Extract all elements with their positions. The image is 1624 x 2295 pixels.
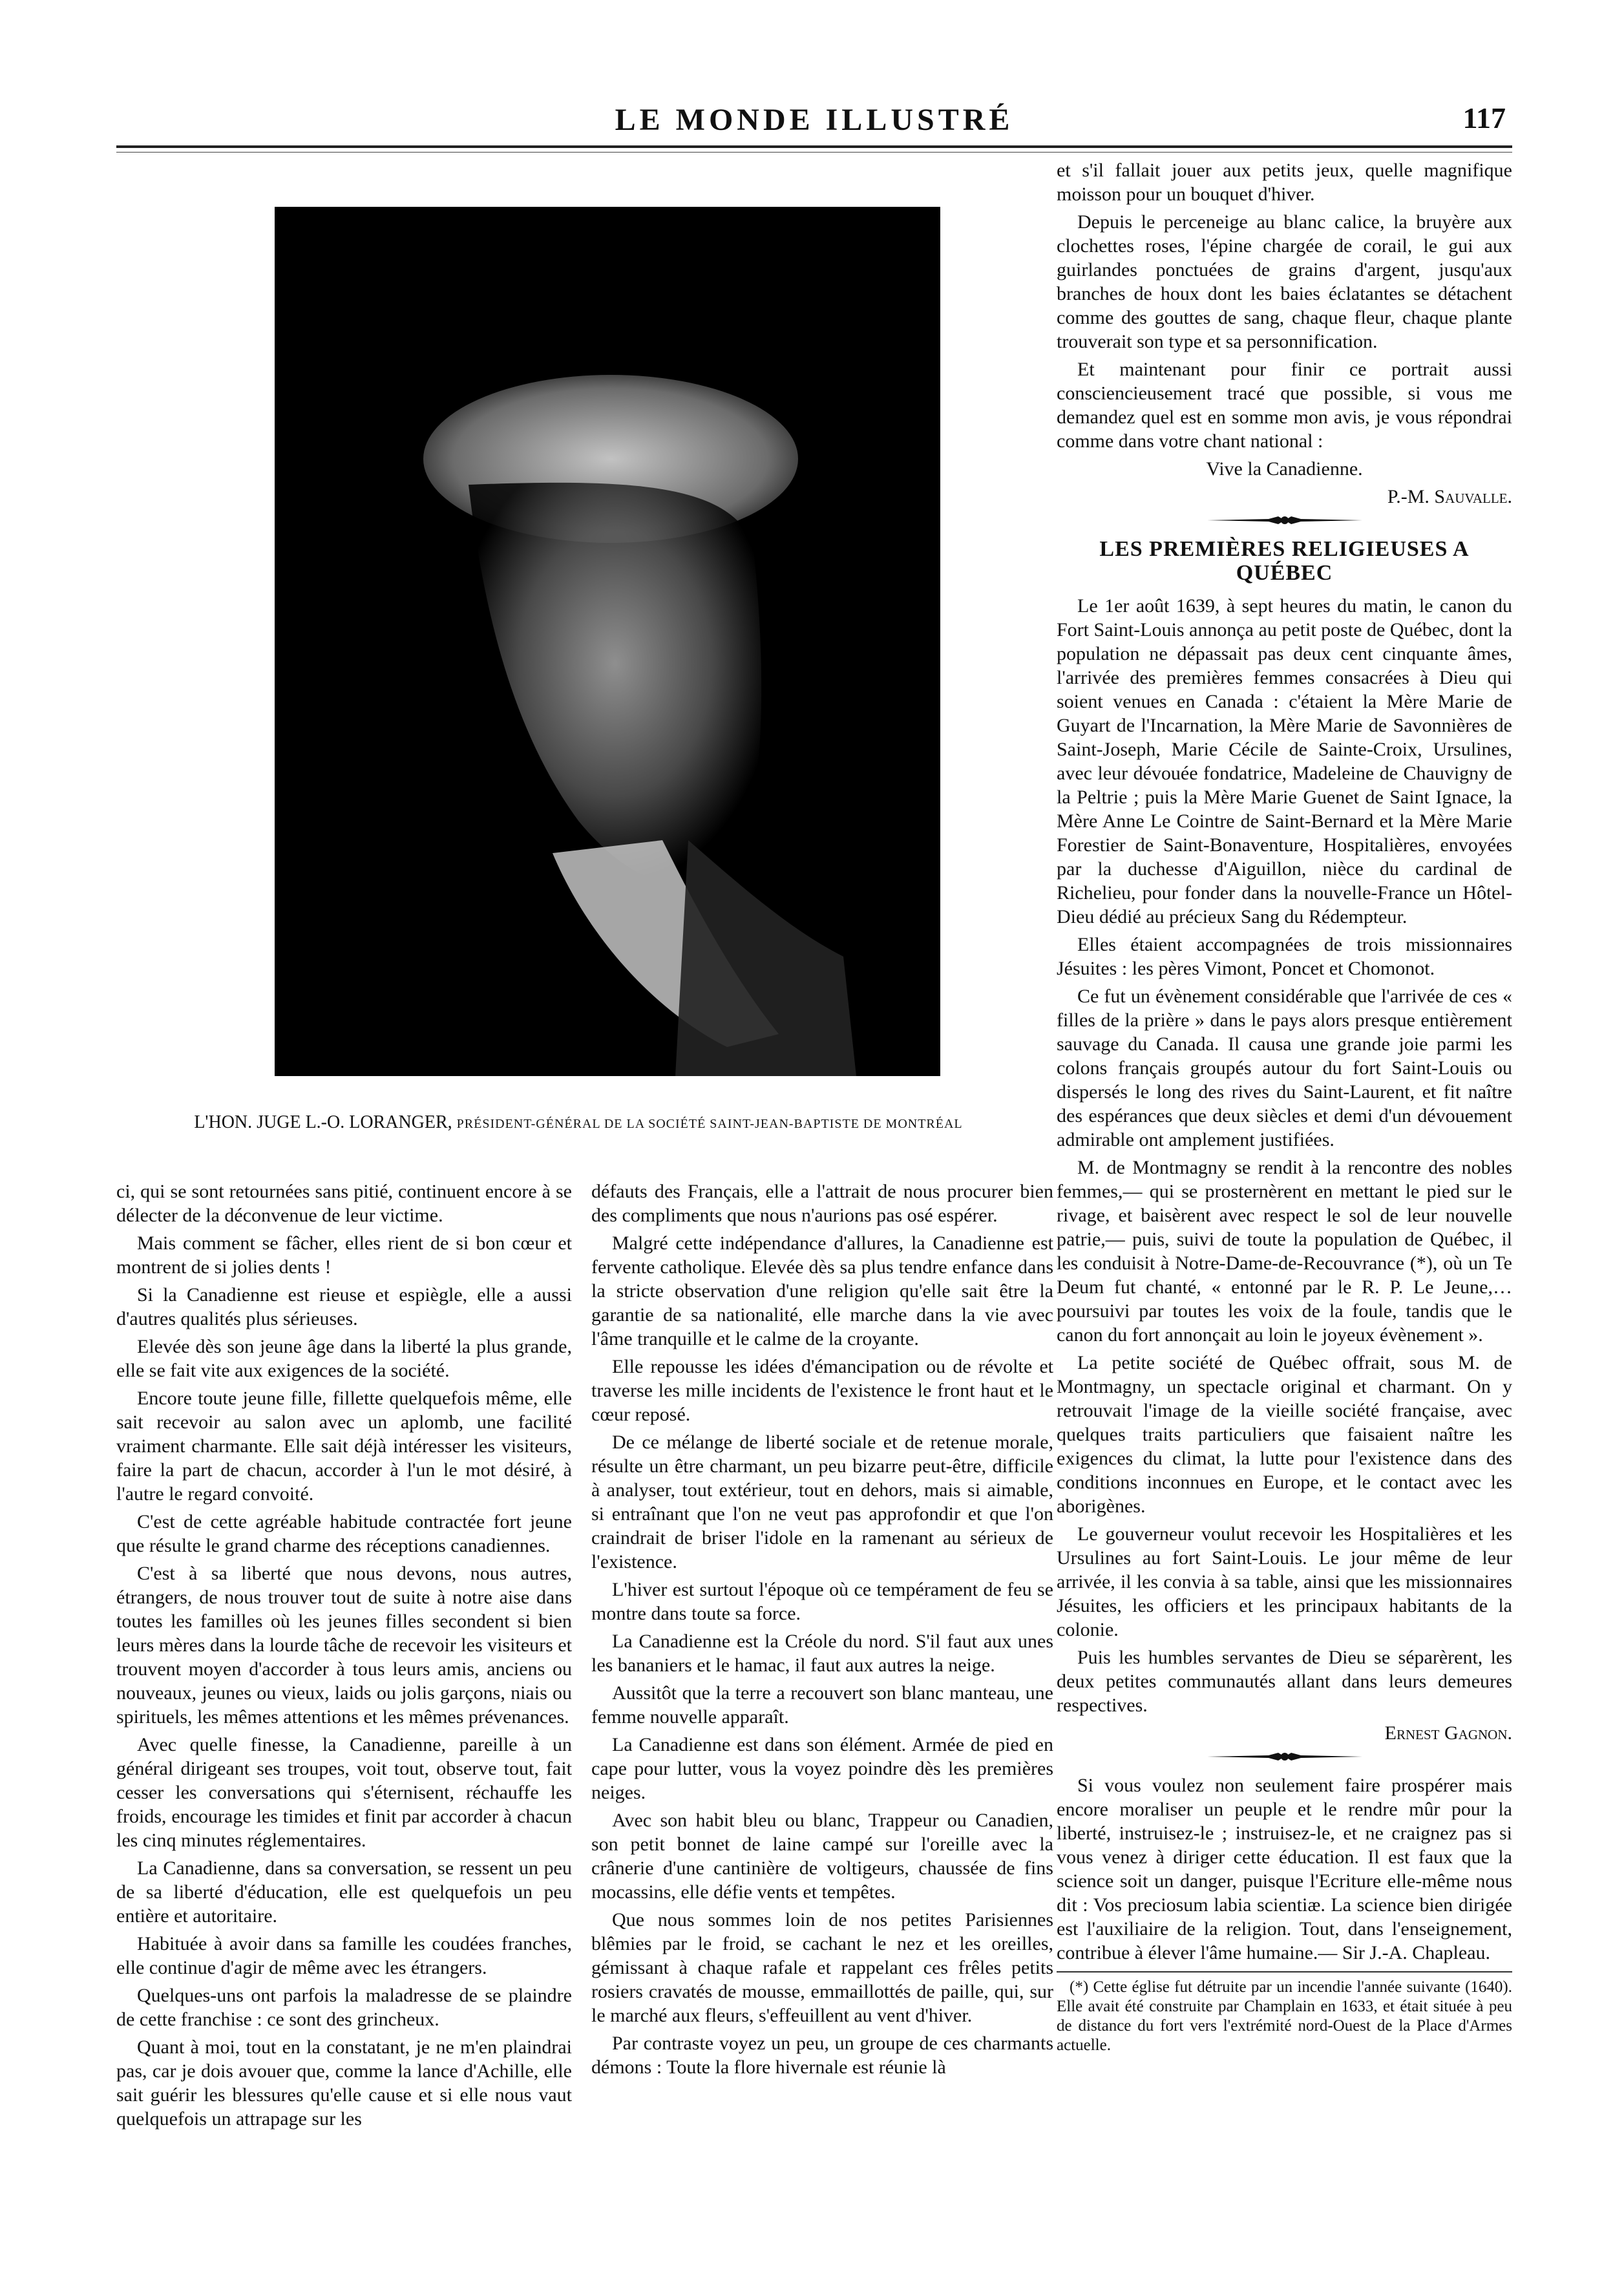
right-column	[1057, 158, 1512, 2055]
paragraph: Habituée à avoir dans sa famille les coudées franches, elle continue d'agir de même avec les étrangers.	[116, 1933, 572, 1978]
paragraph: défauts des Français, elle a l'attrait de nous procurer bien des compliments que nous n'aurions pas osé espérer.	[591, 1181, 1053, 1226]
header-rule-thin	[116, 152, 1512, 153]
section-title: LES PREMIÈRES RELIGIEUSES A QUÉBEC	[1099, 537, 1470, 585]
paragraph: La Canadienne est dans son élément. Armée de pied en cape pour lutter, vous la voyez poindre dès les premières neiges.	[591, 1734, 1053, 1803]
quote-line: Vive la Canadienne.	[1206, 458, 1363, 480]
paragraph: Elle repousse les idées d'émancipation ou de révolte et traverse les mille incidents de l'existence le front haut et le cœur reposé.	[591, 1356, 1053, 1425]
paragraph: Avec quelle finesse, la Canadienne, pareille à un général dirigeant ses troupes, voit tout, observe tout, fait cesser les conversations qui s'éternisent, réchauffe les froids, encourage les timides et finit par accorder à chacun les cinq minutes réglementaires.	[116, 1734, 572, 1851]
footnote-text: (*) Cette église fut détruite par un incendie l'année suivante (1640). Elle avait été construite par Champlain en 1633, et était située à peu de distance du fort vers l'extrémité nord-Ouest de la Place d'Armes actuelle.	[1057, 1978, 1512, 2054]
ornament-divider-icon	[1207, 515, 1362, 525]
caption-sub: PRÉSIDENT-GÉNÉRAL DE LA SOCIÉTÉ SAINT-JEAN-BAPTISTE DE MONTRÉAL	[456, 1117, 963, 1131]
paragraph: L'hiver est surtout l'époque où ce tempérament de feu se montre dans toute sa force.	[591, 1579, 1053, 1624]
paragraph: Et maintenant pour finir ce portrait aussi consciencieusement tracé que possible, si vous me demandez quel est en somme mon avis, je vous répondrai comme dans votre chant national :	[1057, 359, 1512, 452]
paragraph: Par contraste voyez un peu, un groupe de ces charmants démons : Toute la flore hivernale est réunie là	[591, 2033, 1053, 2078]
portrait-caption	[116, 1112, 1040, 1135]
paragraph: Quelques-uns ont parfois la maladresse de se plaindre de cette franchise : ce sont des grincheux.	[116, 1985, 572, 2030]
paragraph: Le 1er août 1639, à sept heures du matin, le canon du Fort Saint-Louis annonça au petit poste de Québec, dont la population ne dépassait pas deux cent cinquante âmes, l'arrivée des premières femmes consacrées à Dieu qui soient venues en Canada : c'étaient la Mère Marie de Guyart de l'Incarnation, la Mère Marie de Savonnières de Saint-Joseph, Marie Cécile de Sainte-Croix, Ursulines, avec leur dévouée fondatrice, Madeleine de Chauvigny de la Peltrie ; puis la Mère Marie Guenet de Saint Ignace, la Mère Anne Le Cointre de Saint-Bernard et la Mère Marie Forestier de Saint-Bonaventure, Hospitalières, envoyées par la duchesse d'Aiguillon, nièce du cardinal de Richelieu, pour fonder dans la nouvelle-France un Hôtel-Dieu dédié au précieux Sang du Rédempteur.	[1057, 595, 1512, 927]
paragraph: La Canadienne, dans sa conversation, se ressent un peu de sa liberté d'éducation, elle est quelquefois un peu entière et autoritaire.	[116, 1857, 572, 1927]
header-rule	[116, 145, 1512, 148]
page-number: 117	[1462, 101, 1506, 134]
publication-title: LE MONDE ILLUSTRÉ	[615, 103, 1014, 137]
paragraph: Elevée dès son jeune âge dans la liberté la plus grande, elle se fait vite aux exigences de la société.	[116, 1336, 572, 1381]
paragraph: Le gouverneur voulut recevoir les Hospitalières et les Ursulines au fort Saint-Louis. Le jour même de leur arrivée, il les convia à sa table, ainsi que les missionnaires Jésuites, les officiers et les principaux habitants de la colonie.	[1057, 1523, 1512, 1640]
paragraph: Que nous sommes loin de nos petites Parisiennes blêmies par le froid, se cachant le nez et les oreilles, gémissant à chaque rafale et rappelant ces frêles petits rosiers cravatés de mousse, emmaillottés de paille, qui, sur le marché aux fleurs, s'effeuillent au vent d'hiver.	[591, 1909, 1053, 2026]
paragraph: Aussitôt que la terre a recouvert son blanc manteau, une femme nouvelle apparaît.	[591, 1682, 1053, 1728]
paragraph: ci, qui se sont retournées sans pitié, continuent encore à se délecter de la déconvenue de leur victime.	[116, 1181, 572, 1226]
paragraph: Avec son habit bleu ou blanc, Trappeur ou Canadien, son petit bonnet de laine campé sur l'oreille avec la crânerie d'une cantinière de voltigeurs, chaussée de fins mocassins, elle défie vents et tempêtes.	[591, 1810, 1053, 1903]
paragraph: Si vous voulez non seulement faire prospérer mais encore moraliser un peuple et le rendre mûr pour la liberté, instruisez-le ; instruisez-le, et ne craignez pas si vous venez à diriger cette éducation. Il est faux que la science soit un danger, puisque l'Ecriture elle-même nous dit : Vos preciosum labia scientiæ. La science bien dirigée est l'auxiliaire de la religion. Tout, dans l'enseignement, contribue à élever l'âme humaine.— Sir J.-A. Chapleau.	[1057, 1775, 1512, 1963]
paragraph: Depuis le perceneige au blanc calice, la bruyère aux clochettes roses, l'épine chargée de corail, le gui aux guirlandes ponctuées de grains d'argent, jusqu'aux branches de houx dont les baies éclatantes se détachent comme des gouttes de sang, chaque fleur, chaque plante trouverait son type et sa personnification.	[1057, 211, 1512, 352]
author-signature: P.-M. Sauvalle.	[1387, 486, 1512, 507]
paragraph: et s'il fallait jouer aux petits jeux, quelle magnifique moisson pour un bouquet d'hiver.	[1057, 160, 1512, 205]
paragraph: Encore toute jeune fille, fillette quelquefois même, elle sait recevoir au salon avec un aplomb, une facilité vraiment charmante. Elle sait déjà intéresser les visiteurs, faire la part de chacun, accorder à l'un le mot désiré, à l'autre le regard convoité.	[116, 1388, 572, 1505]
paragraph: Ce fut un évènement considérable que l'arrivée de ces « filles de la prière » dans le pays alors presque entièrement sauvage du Canada. Il causa une grande joie parmi les colons français groupés autour du fort Saint-Louis ou dispersés le long des rives du Saint-Laurent, et fit naître des espérances que deux siècles et demi d'un dévouement admirable ont amplement justifiées.	[1057, 986, 1512, 1150]
paragraph: M. de Montmagny se rendit à la rencontre des nobles femmes,— qui se prosternèrent en mettant le pied sur le rivage, et baisèrent avec respect le sol de leur nouvelle patrie,— puis, suivi de toute la population de Québec, il les conduisit à Notre-Dame-de-Recouvrance (*), où un Te Deum fut chanté, « entonné par le R. P. Le Jeune,… poursuivi par toutes les voix de la foule, tandis que le canon du fort annonçait au loin le joyeux évènement ».	[1057, 1157, 1512, 1346]
left-column	[116, 1179, 572, 2135]
portrait-photo	[275, 207, 940, 1076]
ornament-divider-icon	[1207, 1751, 1362, 1762]
paragraph: La Canadienne est la Créole du nord. S'il faut aux unes les bananiers et le hamac, il faut aux autres la neige.	[591, 1631, 1053, 1676]
middle-column	[591, 1179, 1053, 2083]
paragraph: Elles étaient accompagnées de trois missionnaires Jésuites : les pères Vimont, Poncet et Chomonot.	[1057, 934, 1512, 979]
paragraph: Puis les humbles servantes de Dieu se séparèrent, les deux petites communautés allant dans leurs demeures respectives.	[1057, 1647, 1512, 1716]
paragraph: Mais comment se fâcher, elles rient de si bon cœur et montrent de si jolies dents !	[116, 1232, 572, 1278]
paragraph: De ce mélange de liberté sociale et de retenue morale, résulte un être charmant, un peu bizarre peut-être, difficile à analyser, tout extérieur, tout en dehors, mais si aimable, si entraînant que l'on ne veut pas approfondir et que l'on craindrait de briser l'idole en la ramenant au sérieux de l'existence.	[591, 1432, 1053, 1572]
portrait-illustration	[275, 207, 940, 1076]
caption-main: L'HON. JUGE L.-O. LORANGER,	[194, 1112, 452, 1132]
paragraph: Si la Canadienne est rieuse et espiègle, elle a aussi d'autres qualités plus sérieuses.	[116, 1284, 572, 1329]
paragraph: C'est de cette agréable habitude contractée fort jeune que résulte le grand charme des réceptions canadiennes.	[116, 1511, 572, 1556]
author-signature: Ernest Gagnon.	[1384, 1722, 1512, 1744]
paragraph: Quant à moi, tout en la constatant, je ne m'en plaindrai pas, car je dois avouer que, comme la lance d'Achille, elle sait guérir les blessures qu'elle cause et si elle nous vaut quelquefois un attrapage sur les	[116, 2036, 572, 2130]
paragraph: La petite société de Québec offrait, sous M. de Montmagny, un spectacle original et charmant. On y retrouvait l'image de la vieille société française, avec quelques traits particuliers que faisaient naître les exigences du climat, la lutte pour l'existence dans des conditions inconnues en Europe, et le contact avec les aborigènes.	[1057, 1352, 1512, 1517]
paragraph: C'est à sa liberté que nous devons, nous autres, étrangers, de nous trouver tout de suite à notre aise dans toutes les familles où les jeunes filles secondent si bien leurs mères dans la lourde tâche de recevoir les visiteurs et trouvent moyen d'accorder à tous leurs amis, anciens ou nouveaux, jeunes ou vieux, laids ou jolis garçons, niais ou spirituels, les mêmes attentions et les mêmes prévenances.	[116, 1563, 572, 1728]
footnote	[1057, 1971, 1512, 2055]
masthead	[116, 97, 1512, 142]
paragraph: Malgré cette indépendance d'allures, la Canadienne est fervente catholique. Elevée dès sa plus tendre enfance dans la stricte observation d'une religion qu'elle sait être la garantie de sa nationalité, elle marche dans la vie avec l'âme tranquille et le calme de la croyante.	[591, 1232, 1053, 1349]
